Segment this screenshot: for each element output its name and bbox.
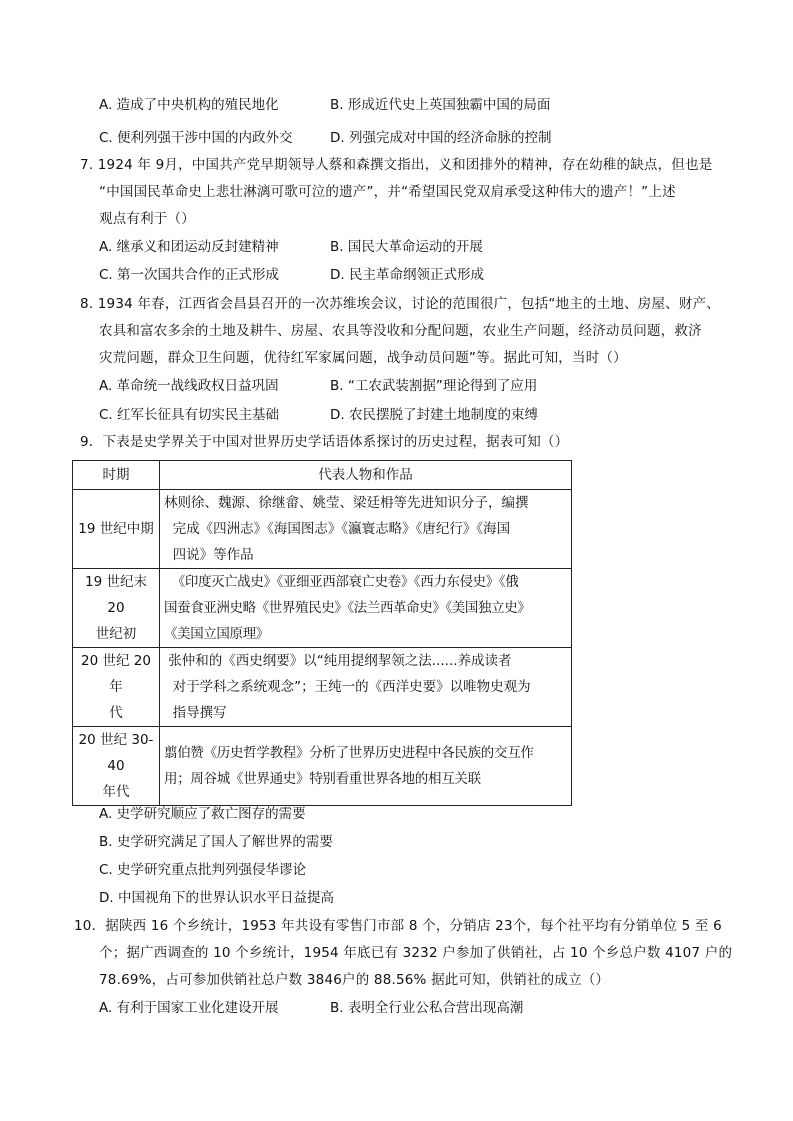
period-line: 20 世纪 30-40 <box>78 732 154 774</box>
q8-stem-line-2: 农具和富农多余的土地及耕牛、房屋、农具等没收和分配问题，农业生产问题，经济动员问题，救济 <box>99 323 702 339</box>
q6-option-b: B. 形成近代史上英国独霸中国的局面 <box>330 97 551 113</box>
q9-history-table <box>72 460 572 806</box>
q9-option-a: A. 史学研究顺应了救亡图存的需要 <box>99 806 306 822</box>
q7-option-d: D. 民主革命纲领正式形成 <box>330 267 484 283</box>
table-row <box>73 727 572 806</box>
q8-option-c: C. 红军长征具有切实民主基础 <box>99 407 280 423</box>
header-works: 代表人物和作品 <box>160 461 572 490</box>
row-period <box>73 648 160 727</box>
works-line: 翦伯赞《历史哲学教程》分析了世界历史进程中各民族的交互作 <box>164 745 534 761</box>
period-line: 19 世纪中期 <box>78 521 154 537</box>
q10-option-a: A. 有利于国家工业化建设开展 <box>99 1000 279 1016</box>
q7-stem-line-2: “中国国民革命史上悲壮淋漓可歌可泣的遗产”，并“希望国民党双肩承受这种伟大的遗产！”上述 <box>99 184 676 200</box>
q10-stem-line-2: 个；据广西调查的 10 个乡统计，1954 年底已有 3232 户参加了供销社，占 10 个乡总户数 4107 户的 <box>99 945 733 961</box>
works-line: 用；周谷城《世界通史》特别看重世界各地的相互关联 <box>164 771 481 787</box>
q6-option-c: C. 便利列强干涉中国的内政外交 <box>99 130 293 146</box>
period-line: 世纪初 <box>95 626 137 642</box>
works-line: 四说》等作品 <box>164 547 254 563</box>
row-works <box>160 490 572 569</box>
period-line: 20 世纪 20 年 <box>81 653 151 695</box>
q8-option-a: A. 革命统一战线政权日益巩固 <box>99 378 279 394</box>
q8-option-b: B. “工农武装割据”理论得到了应用 <box>330 378 538 394</box>
q9-stem: 9．下表是史学界关于中国对世界历史学话语体系探讨的历史过程，据表可知（） <box>80 434 569 450</box>
row-period <box>73 490 160 569</box>
q7-stem-line-1: 7. 1924 年 9月，中国共产党早期领导人蔡和森撰文指出，义和团排外的精神，存在幼稚的缺点，但也是 <box>80 157 713 173</box>
q8-stem-line-1: 8. 1934 年春，江西省会昌县召开的一次苏维埃会议，讨论的范围很广，包括“地主的土地、房屋、财产、 <box>80 296 721 312</box>
table-row <box>73 648 572 727</box>
q9-option-c: C. 史学研究重点批判列强侵华谬论 <box>99 862 307 878</box>
row-works <box>160 648 572 727</box>
q6-option-d: D. 列强完成对中国的经济命脉的控制 <box>330 130 552 146</box>
q7-stem-line-3: 观点有利于（） <box>99 211 195 227</box>
works-line: 国蚕食亚洲史略《世界殖民史》《法兰西革命史》《美国独立史》 <box>164 600 531 616</box>
q7-option-c: C. 第一次国共合作的正式形成 <box>99 267 280 283</box>
works-line: 林则徐、魏源、徐继畲、姚莹、梁廷枏等先进知识分子，编撰 <box>164 495 529 511</box>
q10-stem-line-1: 10．据陕西 16 个乡统计，1953 年共设有零售门市部 8 个，分销店 23个，每个社平均有分销单位 5 至 6 <box>74 918 722 934</box>
table-header-row <box>73 461 572 490</box>
table-row <box>73 490 572 569</box>
q7-option-a: A. 继承义和团运动反封建精神 <box>99 239 279 255</box>
period-line: 年代 <box>102 784 130 800</box>
q9-option-b: B. 史学研究满足了国人了解世界的需要 <box>99 834 333 850</box>
row-period <box>73 727 160 806</box>
works-line: 张仲和的《西史纲要》以“纯用提纲挈领之法......养成读者 <box>164 653 512 669</box>
q8-stem-line-3: 灾荒问题，群众卫生问题，优待红军家属问题，战争动员问题”等。据此可知，当时（） <box>99 350 627 366</box>
q7-option-b: B. 国民大革命运动的开展 <box>330 239 483 255</box>
q10-stem-line-3: 78.69%，占可参加供销社总户数 3846户的 88.56% 据此可知，供销社的成立（） <box>99 972 610 988</box>
row-works <box>160 727 572 806</box>
period-line: 19 世纪末 20 <box>85 574 147 616</box>
q6-option-a: A. 造成了中央机构的殖民地化 <box>99 97 279 113</box>
works-line: 《美国立国原理》 <box>164 626 269 642</box>
header-period: 时期 <box>73 461 160 490</box>
works-line: 指导撰写 <box>164 705 227 721</box>
q10-option-b: B. 表明全行业公私合营出现高潮 <box>330 1000 524 1016</box>
row-works <box>160 569 572 648</box>
works-line: 对于学科之系统观念”；王纯一的《西洋史要》以唯物史观为 <box>164 679 531 695</box>
q8-option-d: D. 农民摆脱了封建土地制度的束缚 <box>330 407 538 423</box>
table-row <box>73 569 572 648</box>
row-period <box>73 569 160 648</box>
works-line: 《印度灭亡战史》《亚细亚西部衰亡史卷》《西力东侵史》《俄 <box>164 574 519 590</box>
works-line: 完成《四洲志》《海国图志》《瀛寰志略》《唐纪行》《海国 <box>164 521 511 537</box>
q9-option-d: D. 中国视角下的世界认识水平日益提高 <box>99 890 334 906</box>
period-line: 代 <box>109 705 123 721</box>
